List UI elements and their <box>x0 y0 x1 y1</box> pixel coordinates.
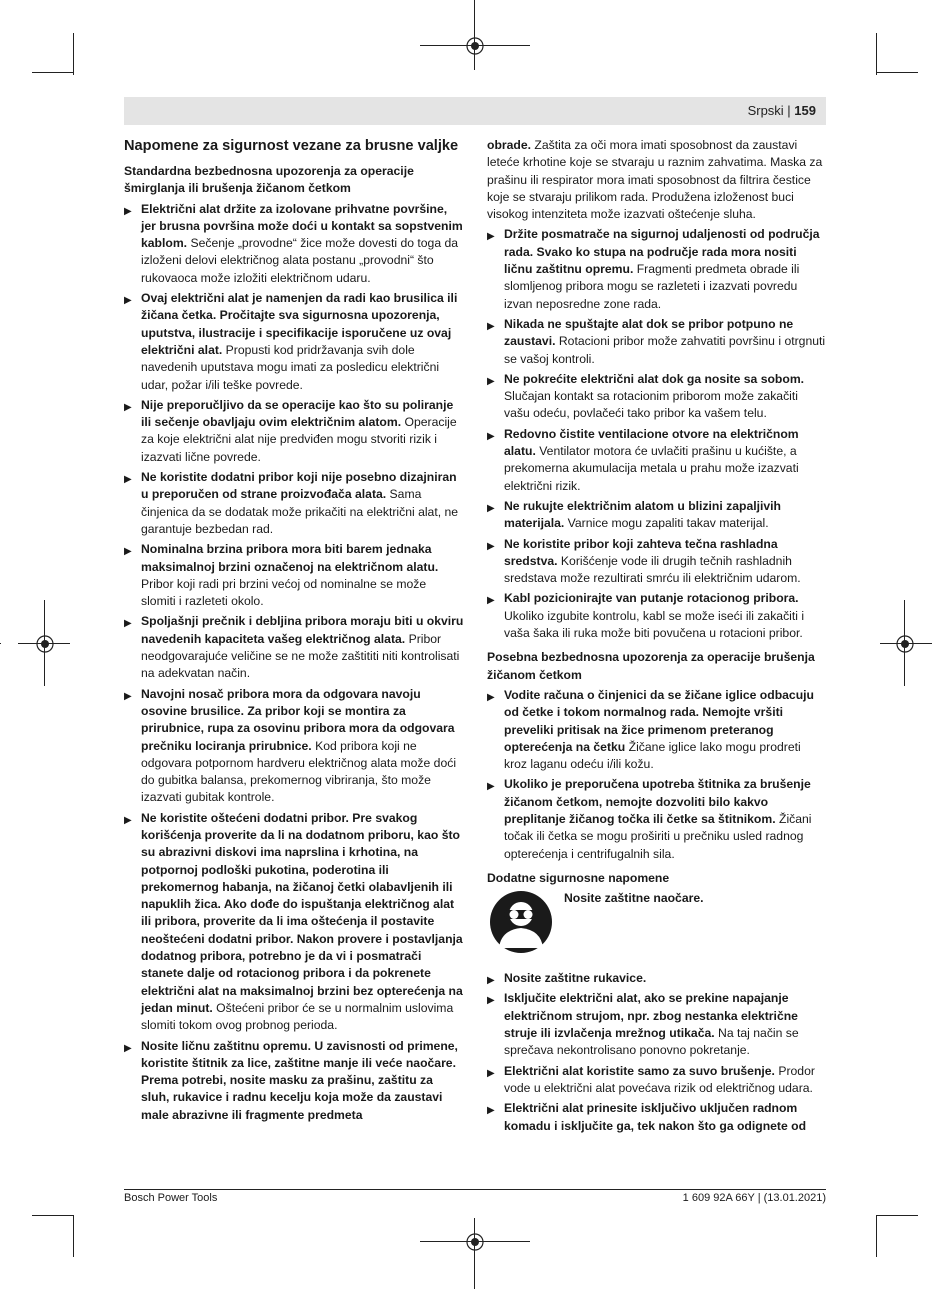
safety-item: ▶ Ne rukujte električnim alatom u blizini zapaljivih materijala. Varnice mogu zapaliti takav materijal. <box>487 498 781 531</box>
wire-brush-heading: Posebna bezbednosna upozorenja za operacije brušenja žičanom četkom <box>487 650 815 682</box>
extra-item-list <box>487 970 827 1135</box>
wire-safety-item: ▶ Vodite računa o činjenici da se žičane iglice odbacuju od četke i tokom normalnog rada. Nemojte vršiti preveliki pritisak na žice primenom preteranog opterećenja na četku Žičane iglice lako mogu prodreti kroz laganu odeću i/ili kožu. <box>487 687 814 772</box>
triangle-bullet-icon: ▶ <box>487 231 495 243</box>
safety-item: ▶ Redovno čistite ventilacione otvore na električnom alatu. Ventilator motora će uvlačiti prašinu u kućište, a prekomerna akumulacija metala u prahu može izazvati električni rizik. <box>487 426 799 493</box>
crop-mark <box>876 33 877 75</box>
triangle-bullet-icon: ▶ <box>487 540 495 552</box>
safety-item: ▶ Nosite ličnu zaštitnu opremu. U zavisnosti od primene, koristite štitnik za lice, zaštitne manje ili veće naočare. Prema potrebi, nosite masku za prašinu, zaštitu za sluh, rukavice i radnu kecelju koja može da zaustavi male abrazivne ili fragmente predmeta <box>124 1038 458 1122</box>
safety-goggles-icon <box>489 890 553 954</box>
left-column <box>124 137 464 1127</box>
extra-safety-heading: Dodatne sigurnosne napomene <box>487 870 670 885</box>
wire-safety-item: ▶ Ukoliko je preporučena upotreba štitnika za brušenje žičanom četkom, nemojte dozvoliti bilo kakvo preplitanje žičanog točka ili četke sa štitnikom. Žičani točak ili četka se mogu proširiti u prečniku usled radnog opterećenja i centrifugalnih sila. <box>487 777 812 861</box>
goggles-notice <box>487 890 827 964</box>
right-item-list <box>487 226 827 642</box>
crop-mark <box>0 643 1 644</box>
extra-safety-item: ▶ Električni alat koristite samo za suvo brušenje. Prodor vode u električni alat povećava rizik od električnog udara. <box>487 1063 815 1095</box>
triangle-bullet-icon: ▶ <box>487 430 495 442</box>
crop-mark <box>73 1215 74 1257</box>
extra-safety-item: ▶ Električni alat prinesite isključivo uključen radnom komadu i isključite ga, tek nakon što ga odignete od <box>487 1101 807 1133</box>
safety-item: ▶ Navojni nosač pribora mora da odgovara navoju osovine brusilice. Za pribor koji se montira za prirubnice, rupa za osovinu pribora mora da odgovara prečniku lociranja prirubnice. Kod pribora koji ne odgovara potpornom hardveru električnog alata može doći do gubitka balansa, prekomernog vibriranja, što može izazvati gubitak kontrole. <box>124 686 457 805</box>
page-header: Srpski | 159 <box>124 97 826 125</box>
wire-item-list <box>487 687 827 863</box>
triangle-bullet-icon: ▶ <box>124 401 132 413</box>
safety-item: ▶ Ne pokrećite električni alat dok ga nosite sa sobom. Slučajan kontakt sa rotacionim priborom može zakačiti vašu odeću, povlačeći tako pribor ka vašem telu. <box>487 371 805 421</box>
triangle-bullet-icon: ▶ <box>487 995 495 1007</box>
safety-item: ▶ Nije preporučljivo da se operacije kao što su poliranje ili sečenje obavljaju ovim električnim alatom. Operacije za koje električni alat nije predviđen mogu stvoriti rizik i izazvati lične povrede. <box>124 397 457 464</box>
crop-mark <box>474 1218 475 1289</box>
safety-item: ▶ Električni alat držite za izolovane prihvatne površine, jer brusna površina može doći u kontakt sa sopstvenim kablom. Sečenje „provodne“ žice može dovesti do toga da izloženi delovi električnog alata postanu „provodni“ što rukovaoca može izložiti električnom udaru. <box>124 201 463 285</box>
crop-mark <box>876 1215 877 1257</box>
triangle-bullet-icon: ▶ <box>487 781 495 793</box>
triangle-bullet-icon: ▶ <box>487 1067 495 1079</box>
triangle-bullet-icon: ▶ <box>487 595 495 607</box>
triangle-bullet-icon: ▶ <box>124 1042 132 1054</box>
registration-mark-icon <box>464 1231 486 1253</box>
crop-mark <box>32 1215 74 1216</box>
continuation-paragraph: obrade. Zaštita za oči mora imati sposobnost da zaustavi leteće krhotine koje se stvaraju u raznim zahvatima. Maska za prašinu ili respirator mora imati sposobnost da filtrira čestice koje se stvaraju prilikom rada. Produžena izloženost buci visokog intenziteta može izazvati oštećenje sluha. <box>487 138 823 222</box>
safety-item: ▶ Držite posmatrače na sigurnoj udaljenosti od područja rada. Svako ko stupa na područje rada mora nositi ličnu zaštitnu opremu. Fragmenti predmeta obrade ili slomljenog pribora mogu se razleteti i izazvati povredu izvan neposredne zone rada. <box>487 227 820 311</box>
triangle-bullet-icon: ▶ <box>124 690 132 702</box>
triangle-bullet-icon: ▶ <box>124 546 132 558</box>
left-item-list <box>124 201 464 1124</box>
right-column <box>487 137 827 1138</box>
triangle-bullet-icon: ▶ <box>124 474 132 486</box>
safety-item: ▶ Spoljašnji prečnik i debljina pribora moraju biti u okviru navedenih kapaciteta vašeg električnog alata. Pribor neodgovarajuće veličine se ne može zaštititi niti kontrolisati na adekvatan način. <box>124 614 464 681</box>
page-number: 159 <box>794 103 816 118</box>
triangle-bullet-icon: ▶ <box>124 295 132 307</box>
safety-item: ▶ Ne koristite dodatni pribor koji nije posebno dizajniran u preporučen od strane proizvođača alata. Sama činjenica da se dodatak može prikačiti na električni alat, ne garantuje bezbedan rad. <box>124 470 459 536</box>
registration-mark-icon <box>464 35 486 57</box>
triangle-bullet-icon: ▶ <box>487 375 495 387</box>
triangle-bullet-icon: ▶ <box>487 975 495 987</box>
safety-item: ▶ Nikada ne spuštajte alat dok se pribor potpuno ne zaustavi. Rotacioni pribor može zahvatiti površinu i otrgnuti se vašoj kontroli. <box>487 316 826 366</box>
safety-item: ▶ Ovaj električni alat je namenjen da radi kao brusilica ili žičana četka. Pročitajte sva sigurnosna upozorenja, uputstva, ilustracije i specifikacije isporučene uz ovaj električni alat. Propusti kod pridržavanja svih dole navedenih uputstava mogu imati za posledicu električni udar, požar i/ili teške povrede. <box>124 291 458 392</box>
triangle-bullet-icon: ▶ <box>124 618 132 630</box>
triangle-bullet-icon: ▶ <box>487 1105 495 1117</box>
safety-item: ▶ Kabl pozicionirajte van putanje rotacionog pribora. Ukoliko izgubite kontrolu, kabl se može iseći ili zakačiti i vaša šaka ili ruka može biti povučena u rotacioni pribor. <box>487 591 805 641</box>
crop-mark <box>876 1215 918 1216</box>
registration-mark-icon <box>34 633 56 655</box>
extra-safety-item: ▶ Isključite električni alat, ako se prekine napajanje električnom strujom, npr. zbog nestanka električne struje ili izvlačenja mrežnog utikača. Na taj način se sprečava nekontrolisano ponovno pokretanje. <box>487 991 799 1058</box>
safety-item: ▶ Ne koristite oštećeni dodatni pribor. Pre svakog korišćenja proverite da li na dodatnom priboru, kao što su abrazivni diskovi ima naprslina i krhotina, na potpornoj podloški pukotina, poderotina ili prekomernog habanja, na žičanoj četki olabavljenih ili napuklih žica. Ako dođe do ispuštanja električnog alat ili pribora, proverite da li ima oštećenja il postavite neoštećeni dodatni pribor. Nakon provere i postavljanja dodatnog pribora, potrebno je da vi i posmatrači stanete dalje od rotacionog pribora i da pokrenete električni alat na maksimalnoj brzini bez opterećenja na jedan minut. Oštećeni pribor će se u normalnim uslovima slomiti tokom ovog probnog perioda. <box>124 810 463 1033</box>
triangle-bullet-icon: ▶ <box>487 691 495 703</box>
goggles-label: Nosite zaštitne naočare. <box>564 891 704 906</box>
triangle-bullet-icon: ▶ <box>487 502 495 514</box>
footer-brand: Bosch Power Tools <box>124 1192 218 1204</box>
triangle-bullet-icon: ▶ <box>124 205 132 217</box>
crop-mark <box>32 72 74 73</box>
crop-mark <box>876 72 918 73</box>
safety-item: ▶ Ne koristite pribor koji zahteva tečna rashladna sredstva. Korišćenje vode ili drugih tečnih rashladnih sredstava može rezultirati smrću ili električnim udarom. <box>487 536 801 586</box>
triangle-bullet-icon: ▶ <box>124 814 132 826</box>
subsection-heading: Standardna bezbednosna upozorenja za operacije šmirglanja ili brušenja žičanom četkom <box>124 164 414 196</box>
extra-safety-item: ▶ Nosite zaštitne rukavice. <box>487 970 827 987</box>
safety-item: ▶ Nominalna brzina pribora mora biti barem jednaka maksimalnoj brzini označenoj na električnom alatu. Pribor koji radi pri brzini većoj od nominalne se može slomiti i razleteti okolo. <box>124 542 439 609</box>
triangle-bullet-icon: ▶ <box>487 320 495 332</box>
section-title: Napomene za sigurnost vezane za brusne valjke <box>124 138 459 154</box>
header-language: Srpski <box>747 103 784 118</box>
crop-mark <box>73 33 74 75</box>
footer-divider <box>124 1189 826 1190</box>
registration-mark-icon <box>894 633 916 655</box>
footer-doc-number: 1 609 92A 66Y | (13.01.2021) <box>682 1192 826 1204</box>
